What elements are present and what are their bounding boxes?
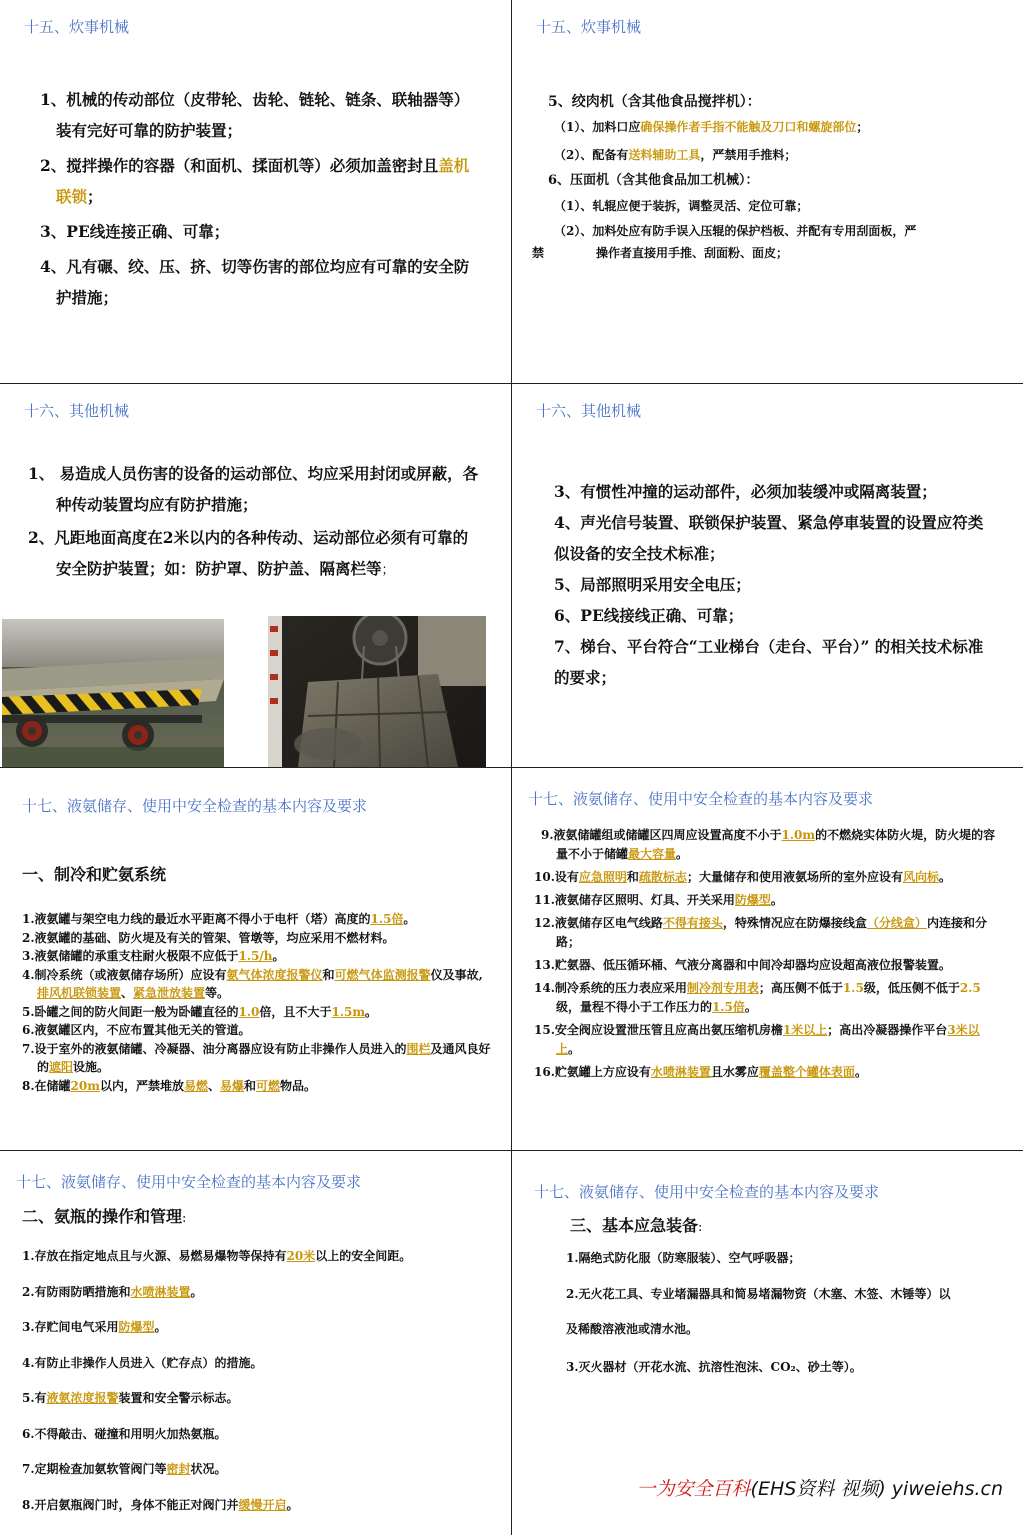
slide-body [554, 476, 994, 693]
section-subtitle: 三、基本应急装备: [570, 1216, 703, 1235]
slide-2 [512, 0, 1023, 383]
slide-title: 十五、炊事机械 [24, 18, 130, 36]
photo-machine [268, 616, 486, 767]
list-item: 6.液氨罐区内，不应布置其他无关的管道。 [22, 1023, 251, 1037]
list-item: 9.液氨储罐组或储罐区四周应设置高度不小于1.0m的不燃烧实体防火堤，防火堤的容量不小于储罐最大容量。 [541, 828, 996, 861]
machine-image [268, 616, 486, 767]
list-item: 2.有防雨防晒措施和水喷淋装置。 [22, 1284, 203, 1299]
slide-body [22, 1239, 492, 1523]
cart-image [2, 619, 224, 767]
list-item: 7.设于室外的液氨储罐、冷凝器、油分离器应设有防止非操作人员进入的围栏及通风良好的遮阳设施。 [22, 1041, 491, 1074]
slide-title: 十七、液氨储存、使用中安全检查的基本内容及要求 [528, 790, 874, 808]
list-item: 4、凡有碾、绞、压、挤、切等伤害的部位均应有可靠的安全防护措施； [40, 257, 470, 307]
list-item: 5.卧罐之间的防火间距一般为卧罐直径的1.0倍，且不大于1.5m。 [22, 1004, 378, 1019]
slide-7 [0, 1151, 511, 1534]
section-subtitle: 一、制冷和贮氨系统 [22, 865, 167, 884]
list-item: 5、局部照明采用安全电压； [554, 575, 751, 594]
watermark: 一为安全百科(EHS资料 视频) yiweiehs.cn [636, 1478, 1003, 1500]
section-subtitle: 二、氨瓶的操作和管理: [22, 1207, 187, 1226]
list-item: 5.有液氨浓度报警装置和安全警示标志。 [22, 1391, 239, 1405]
list-item: 6.不得敲击、碰撞和用明火加热氨瓶。 [22, 1426, 227, 1441]
list-item: 1.液氨罐与架空电力线的最近水平距离不得小于电杆（塔）高度的1.5倍。 [22, 912, 416, 926]
list-item: 4、声光信号装置、联锁保护装置、紧急停車装置的设置应符类似设备的安全技术标准； [554, 513, 984, 563]
list-item: （1）、轧辊应便于装拆，调整灵活、定位可靠； [554, 198, 809, 213]
list-item: 8.开启氨瓶阀门时，身体不能正对阀门并缓慢开启。 [22, 1497, 299, 1512]
list-item: 2、凡距地面高度在2米以内的各种传动、运动部位必须有可靠的安全防护装置；如：防护罩、防护盖、隔离栏等； [28, 528, 469, 578]
list-item: 1.存放在指定地点且与火源、易燃易爆物等保持有20米以上的安全间距。 [22, 1249, 412, 1263]
list-item: 13.贮氨器、低压循环桶、气液分离器和中间冷却器均应设超高液位报警装置。 [534, 958, 951, 972]
list-item: 10.设有应急照明和疏散标志；大量储存和使用液氨场所的室外应设有风向标。 [534, 870, 951, 884]
slide-title: 十七、液氨储存、使用中安全检查的基本内容及要求 [22, 797, 368, 815]
slide-body [28, 458, 483, 586]
slide-4 [512, 384, 1023, 767]
section-heading: 6、压面机（含其他食品加工机械）： [548, 173, 759, 188]
list-item: 3.存贮间电气采用防爆型。 [22, 1320, 167, 1334]
section-heading: 5、绞肉机（含其他食品搅拌机）： [548, 94, 761, 110]
list-item: 7.定期检查加氨软管阀门等密封状况。 [22, 1462, 227, 1476]
list-item: （1）、加料口应确保操作者手指不能触及刀口和螺旋部位； [554, 120, 869, 134]
slide-title: 十五、炊事机械 [536, 18, 642, 36]
list-item: 1.隔绝式防化服（防寒服装）、空气呼吸器； [566, 1251, 801, 1265]
slide-6 [512, 768, 1023, 1151]
photo-cart [2, 619, 224, 767]
slide-1 [0, 0, 511, 383]
list-item: 6、PE线接线正确、可靠； [554, 606, 744, 625]
list-item: 12.液氨储存区电气线路不得有接头，特殊情况应在防爆接线盒（分线盒）内连接和分路； [534, 916, 987, 949]
slide-body [534, 826, 1002, 1082]
list-item: 3、有惯性冲撞的运动部件，必须加装缓冲或隔离装置； [554, 482, 937, 501]
slide-3 [0, 384, 511, 767]
list-item: 3、PE线连接正确、可靠； [40, 222, 230, 241]
list-item: 1、 易造成人员伤害的设备的运动部位、均应采用封闭或屏蔽，各种传动装置均应有防护措施； [28, 464, 479, 514]
list-item: 3.灭火器材（开花水流、抗溶性泡沫、CO₂、砂土等）。 [566, 1359, 862, 1374]
slide-title: 十六、其他机械 [536, 402, 642, 420]
list-item: 禁 操作者直接用手推、刮面粉、面皮； [532, 245, 789, 260]
list-item: 3.液氨储罐的承重支柱耐火极限不应低于1.5/h。 [22, 949, 285, 963]
slide-title: 十六、其他机械 [24, 402, 130, 420]
list-item: 14.制冷系统的压力表应采用制冷剂专用表；高压侧不低于1.5级，低压侧不低于2.5级，量程不得小于工作压力的1.5倍。 [534, 981, 981, 1014]
slide-title: 十七、液氨储存、使用中安全检查的基本内容及要求 [534, 1183, 880, 1201]
list-item: （2）、配备有送料辅助工具，严禁用手推料； [554, 147, 797, 162]
list-item: 2.无火花工具、专业堵漏器具和简易堵漏物资（木塞、木签、木锤等）以 [566, 1286, 951, 1301]
list-item: 4.有防止非操作人员进入（贮存点）的措施。 [22, 1355, 263, 1370]
list-item: 11.液氨储存区照明、灯具、开关采用防爆型。 [534, 893, 783, 907]
list-item: 1、机械的传动部位（皮带轮、齿轮、链轮、链条、联轴器等）装有完好可靠的防护装置； [40, 90, 470, 140]
slide-body [566, 1249, 996, 1377]
list-item: 2.液氨罐的基础、防火堤及有关的管架、管墩等，均应采用不燃材料。 [22, 930, 395, 945]
list-item: 7、梯台、平台符合“工业梯台（走台、平台）” 的相关技术标准的要求； [554, 637, 984, 687]
list-item: （2）、加料处应有防手误入压辊的保护档板、并配有专用刮面板，严 [554, 224, 917, 238]
slide-body [22, 910, 492, 1095]
list-item: 15.安全阀应设置泄压管且应高出氨压缩机房檐1米以上；高出冷凝器操作平台3米以上。 [534, 1023, 980, 1056]
list-item: 16.贮氨罐上方应设有水喷淋装置且水雾应覆盖整个罐体表面。 [534, 1065, 867, 1079]
list-item: 8.在储罐20m以内，严禁堆放易燃、易爆和可燃物品。 [22, 1078, 317, 1093]
slide-title: 十七、液氨储存、使用中安全检查的基本内容及要求 [16, 1173, 362, 1191]
list-item: 4.制冷系统（或液氨储存场所）应设有氨气体浓度报警仪和可燃气体监测报警仪及事故,排风机联锁装置、紧急泄放装置等。 [22, 967, 483, 1000]
slide-body [40, 84, 480, 313]
list-item: 及稀酸溶液池或清水池。 [566, 1322, 699, 1336]
slide-5 [0, 768, 511, 1151]
list-item: 2、搅拌操作的容器（和面机、揉面机等）必须加盖密封且盖机联锁； [40, 156, 470, 206]
slide-body [532, 90, 1002, 263]
